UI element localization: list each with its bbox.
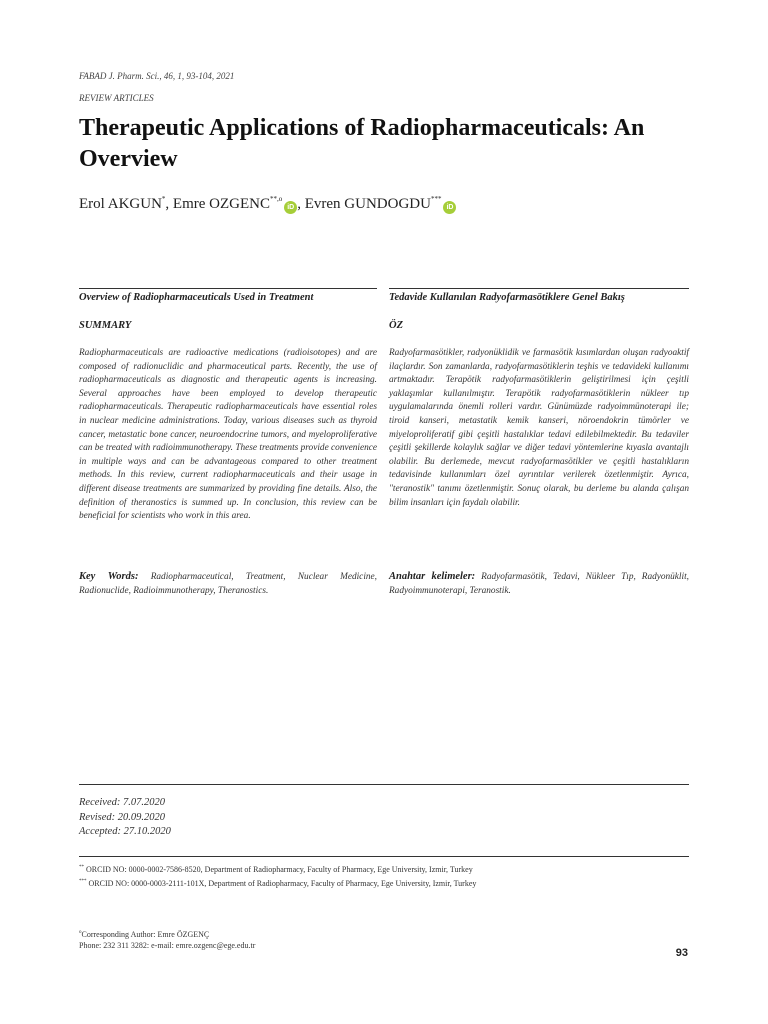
orcid-icon[interactable]: iD xyxy=(284,201,297,214)
dates-rule xyxy=(79,784,689,785)
abstract-top-rule xyxy=(389,288,689,289)
orcid-icon[interactable]: iD xyxy=(443,201,456,214)
keywords-text: Radiopharmaceutical, Treatment, Nuclear Medicine, Radionuclide, Radioimmunotherapy, Theranostics. xyxy=(79,572,377,596)
footnote-mark: ** xyxy=(79,865,84,870)
turkish-abstract: Radyofarmasötikler, radyonüklidik ve farmasötik kısımlardan oluşan radyoaktif ilaçlardır. Son zamanlarda, radyofarmasötiklerin teşhis ve tedavideki kullanımı artmaktadır. Terapötik radyofarmasötiklerin geliştirilmesi için çeşitli yaklaşımlar kullanılmıştır. Terapötik radyofarmasötiklerin nükleer tıp uygulamalarında önemli rolleri vardır. Günümüzde radyoimmünoterapi ile; tiroid kanseri, metastatik kemik kanseri, nöroendokrin tümörler ve miyeloproliferatif gibi çeşitli hastalıklar tedavi edilebilmektedir. Bu tedaviler çeşitli şekillerde kolaylık sağlar ve diğer tedavi yöntemlerine kıyasla avantajlı olabilir. Bu derlemede, mevcut radyofarmasötikler ve çeşitli hastalıkların tedavisinde kullanımları özel ayrıntılar verilerek özetlenmiştir. Ayrıca, "teranostik" tanımı özetlenmiştir. Sonuç olarak, bu derleme bu alanda çalışan bilim insanları için faydalı olabilir. xyxy=(389,348,689,508)
turkish-keywords xyxy=(389,570,689,598)
corresponding-contact[interactable]: Phone: 232 311 3282: e-mail: emre.ozgenc@ege.edu.tr xyxy=(79,941,256,950)
footnote-text: ORCID NO: 0000-0003-2111-101X, Department of Radiopharmacy, Faculty of Pharmacy, Ege University, Izmir, Turkey xyxy=(88,879,477,888)
footnote-text: ORCID NO: 0000-0002-7586-8520, Department of Radiopharmacy, Faculty of Pharmacy, Ege University, Izmir, Turkey xyxy=(86,865,473,874)
article-title: Therapeutic Applications of Radiopharmaceuticals: An Overview xyxy=(79,115,645,172)
corresponding-author-label: Corresponding Author: Emre ÖZGENÇ xyxy=(81,930,210,939)
orcid-footnote xyxy=(79,862,476,876)
submission-dates xyxy=(79,796,171,840)
author-list xyxy=(79,195,456,214)
turkish-heading: Tedavide Kullanılan Radyofarmasötiklere Genel Bakış xyxy=(389,292,625,303)
author-mark: *** xyxy=(430,195,442,203)
corresponding-author xyxy=(79,927,255,951)
keywords-label: Anahtar kelimeler: xyxy=(389,571,476,582)
orcid-footnote xyxy=(79,876,476,890)
abstract-top-rule xyxy=(79,288,377,289)
english-heading: Overview of Radiopharmaceuticals Used in Treatment xyxy=(79,292,314,303)
english-keywords xyxy=(79,570,377,598)
received-date: Received: 7.07.2020 xyxy=(79,797,166,808)
author-name: Evren GUNDOGDU xyxy=(304,196,431,212)
journal-citation: FABAD J. Pharm. Sci., 46, 1, 93-104, 2021 xyxy=(79,71,235,81)
page-number: 93 xyxy=(675,947,688,959)
section-label: REVIEW ARTICLES xyxy=(79,93,154,103)
footnote-rule xyxy=(79,856,689,857)
author-separator: , xyxy=(165,196,173,212)
revised-date: Revised: 20.09.2020 xyxy=(79,811,166,823)
oz-label: ÖZ xyxy=(389,320,403,331)
keywords-text: Radyofarmasötik, Tedavi, Nükleer Tıp, Radyonüklit, Radyoimmunoterapi, Teranostik. xyxy=(389,572,690,596)
author-separator: , xyxy=(297,196,305,212)
author-name: Erol AKGUN xyxy=(79,196,162,212)
author-mark: **,o xyxy=(269,195,283,203)
orcid-footnotes xyxy=(79,862,476,890)
corresponding-author-name xyxy=(79,927,255,940)
footnote-mark: *** xyxy=(79,879,87,884)
author-mark: * xyxy=(161,195,166,203)
english-abstract: Radiopharmaceuticals are radioactive medications (radioisotopes) and are composed of radionuclidic and pharmaceutical parts. Recently, the use of radiopharmaceuticals as diagnostic and therapeutic agents is increasing. Several approaches have been employed to develop therapeutic radiopharmaceuticals. Therapeutic radiopharmaceuticals have essential roles in nuclear medicine administrations. Today, various diseases such as thyroid cancer, metastatic bone cancer, neuroendocrine tumors, and myeloproliferative can be treated with radioimmunotherapy. These treatments provide convenience in multiple ways and can be advantageous compared to other treatment methods. In this review, current radiopharmaceuticals and their usage in different disease treatments are summarized by providing fine details. Also, the definition of theranostics is summed up. In conclusion, this review can be beneficial for scientists who work in this area. xyxy=(79,348,377,522)
summary-label: SUMMARY xyxy=(79,320,132,331)
keywords-label: Key Words: xyxy=(79,571,139,582)
accepted-date: Accepted: 27.10.2020 xyxy=(79,826,171,837)
footnote-mark: o xyxy=(79,930,82,935)
author-name: Emre OZGENC xyxy=(172,196,270,212)
